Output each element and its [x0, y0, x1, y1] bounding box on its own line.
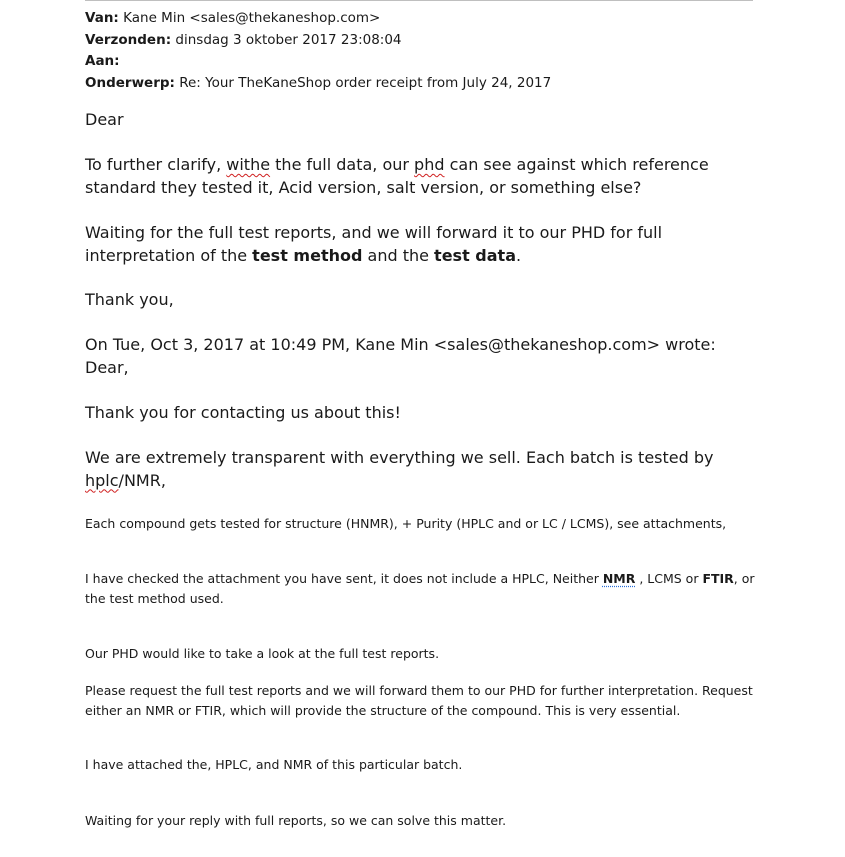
text: We are extremely transparent with everything we sell. Each batch is tested by — [85, 448, 714, 467]
text: the full data, our — [270, 155, 415, 174]
header-divider — [85, 0, 753, 1]
quoted-compound: Each compound gets tested for structure (HNMR), + Purity (HPLC and or LC / LCMS), see attachments, — [85, 516, 727, 531]
subject-label: Onderwerp: — [85, 74, 175, 91]
quoted-checked — [85, 569, 765, 609]
to-label: Aan: — [85, 53, 120, 69]
bold-text: test method — [252, 245, 363, 265]
reply-greeting: Dear — [85, 110, 124, 129]
reply-paragraph-clarify — [85, 154, 765, 199]
misspelled-word: phd — [414, 155, 445, 174]
from-row — [85, 8, 551, 30]
quoted-attached: I have attached the, HPLC, and NMR of this particular batch. — [85, 757, 463, 772]
reply-thanks: Thank you, — [85, 290, 174, 309]
from-value[interactable]: Kane Min <sales@thekaneshop.com> — [123, 10, 381, 26]
to-row — [85, 51, 551, 73]
subject-row — [85, 73, 551, 95]
text: To further clarify, — [85, 155, 227, 174]
reply-paragraph-waiting — [85, 222, 765, 267]
bold-text: FTIR — [702, 571, 734, 586]
text: , or the test method used. — [85, 571, 755, 606]
quoted-request: Please request the full test reports and we will forward them to our PHD for further interpretation. Request either an NMR or FTIR, which will provide the structure of the compound. This is very essential. — [85, 683, 753, 718]
text: /NMR, — [118, 470, 166, 490]
quoted-waiting: Waiting for your reply with full reports, so we can solve this matter. — [85, 813, 507, 828]
bold-text: NMR — [602, 571, 636, 586]
bold-text: test data — [434, 245, 516, 265]
sent-value: dinsdag 3 oktober 2017 23:08:04 — [175, 31, 402, 48]
quoted-transparent — [85, 447, 765, 492]
email-header — [85, 8, 551, 94]
quoted-phd-look: Our PHD would like to take a look at the full test reports. — [85, 646, 440, 661]
sent-label: Verzonden: — [85, 31, 172, 48]
text: I have checked the attachment you have sent, it does not include a HPLC, Neither — [85, 571, 603, 586]
quoted-greeting: Dear, — [85, 358, 129, 377]
misspelled-word: hplc — [85, 470, 119, 490]
sent-row — [85, 30, 551, 52]
text: . — [515, 245, 522, 265]
quoted-attribution: On Tue, Oct 3, 2017 at 10:49 PM, Kane Min <sales@thekaneshop.com> wrote: — [85, 335, 716, 354]
from-label: Van: — [85, 10, 119, 26]
text: can see against which reference standard they tested it, Acid version, salt version, or something else? — [85, 155, 709, 197]
text: Waiting for the full test reports, and we will forward it to our PHD for full interpretation of the — [85, 223, 663, 265]
text: and the — [362, 245, 435, 265]
quoted-thanks-contact: Thank you for contacting us about this! — [85, 403, 401, 422]
subject-value: Re: Your TheKaneShop order receipt from July 24, 2017 — [179, 74, 552, 91]
misspelled-word: withe — [226, 155, 271, 174]
text: , LCMS or — [635, 571, 703, 586]
